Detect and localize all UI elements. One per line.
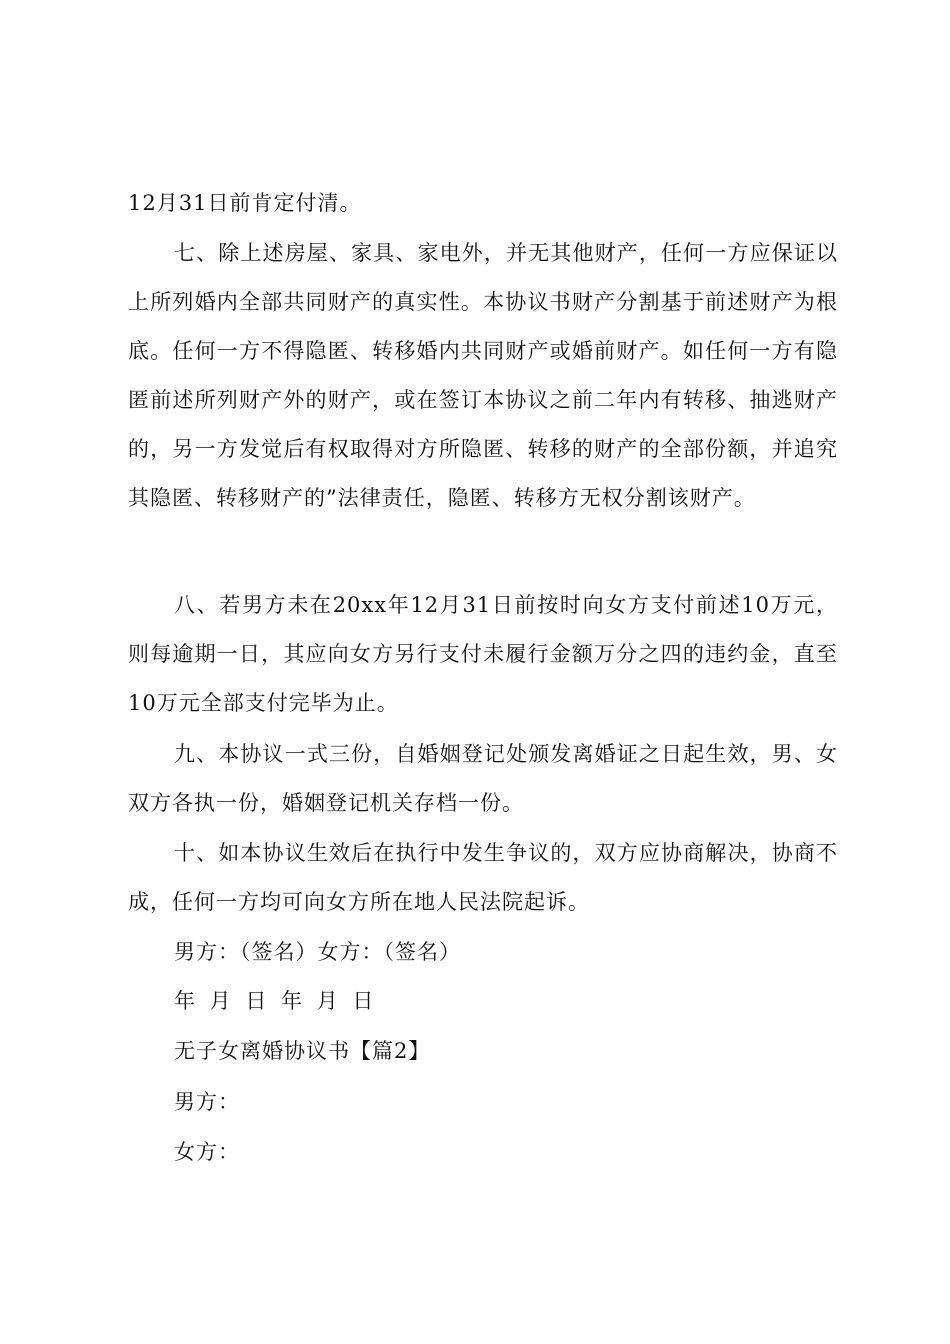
paragraph-clause-9: 九、本协议一式三份，自婚姻登记处颁发离婚证之日起生效，男、女双方各执一份，婚姻登记机关存档一份。 xyxy=(128,742,838,815)
paragraph-payment-deadline: 12月31日前肯定付清。 xyxy=(128,191,362,215)
signature-line: 男方：（签名）女方：（签名） xyxy=(174,940,461,964)
date-line: 年 月 日 年 月 日 xyxy=(174,989,375,1013)
section-heading: 无子女离婚协议书【篇2】 xyxy=(174,1039,431,1063)
male-party-label: 男方： xyxy=(174,1090,240,1114)
paragraph-clause-10: 十、如本协议生效后在执行中发生争议的，双方应协商解决，协商不成，任何一方均可向女方所在地人民法院起诉。 xyxy=(128,841,838,914)
paragraph-clause-7: 七、除上述房屋、家具、家电外，并无其他财产，任何一方应保证以上所列婚内全部共同财产的真实性。本协议书财产分割基于前述财产为根底。任何一方不得隐匿、转移婚内共同财产或婚前财产。如任何一方有隐匿前述所列财产外的财产，或在签订本协议之前二年内有转移、抽逃财产的，另一方发觉后有权取得对方所隐匿、转移的财产的全部份额，并追究其隐匿、转移财产的”法律责任，隐匿、转移方无权分割该财产。 xyxy=(128,241,838,510)
female-party-label: 女方： xyxy=(174,1140,240,1164)
paragraph-clause-8: 八、若男方未在20xx年12月31日前按时向女方支付前述10万元，则每逾期一日，其应向女方另行支付未履行金额万分之四的违约金，直至10万元全部支付完毕为止。 xyxy=(128,593,838,715)
